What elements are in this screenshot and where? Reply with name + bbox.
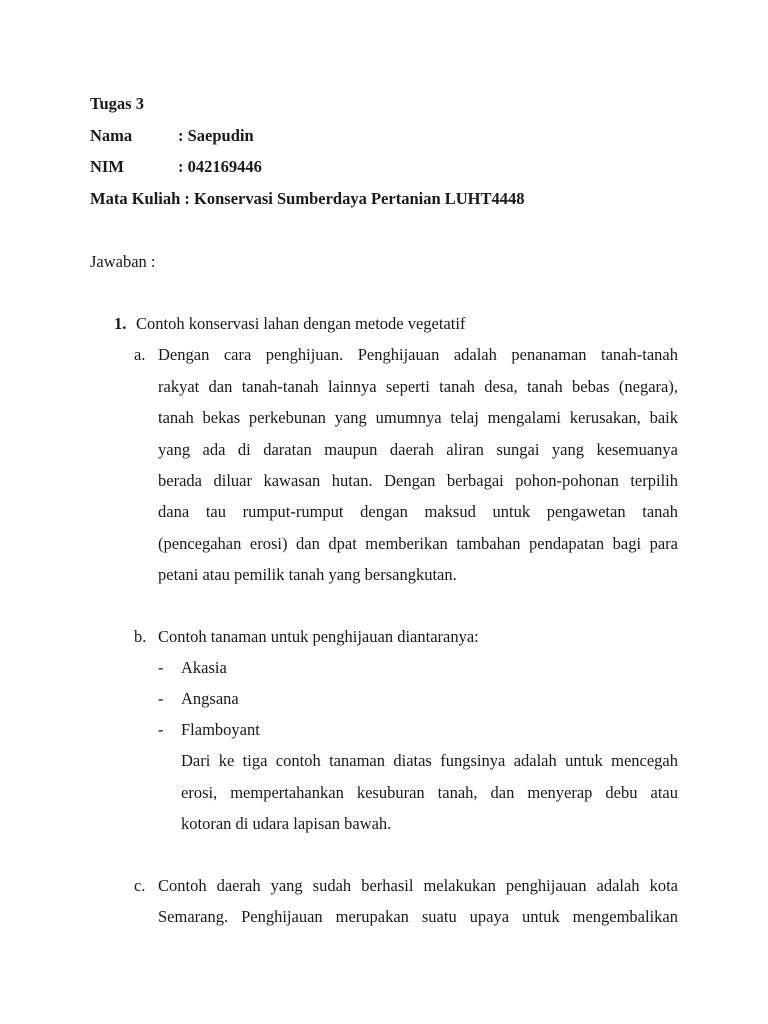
item-a-line: dana tau rumput-rumput dengan maksud untuk pengawetan tanah [158, 502, 678, 521]
item-b-note-line: erosi, mempertahankan kesuburan tanah, dan menyerap debu atau [181, 783, 678, 802]
item-a-line: berada diluar kawasan hutan. Dengan berbagai pohon-pohonan terpilih [158, 471, 678, 490]
item-c-marker: c. [134, 876, 146, 895]
bullet-dash: - [158, 658, 164, 677]
item-c-line: Semarang. Penghijauan merupakan suatu upaya untuk mengembalikan [158, 907, 678, 926]
question-title: Contoh konservasi lahan dengan metode vegetatif [136, 314, 466, 333]
mata-kuliah: Mata Kuliah : Konservasi Sumberdaya Pertanian LUHT4448 [90, 189, 525, 208]
nim-label: NIM [90, 157, 124, 176]
nama-value: : Saepudin [178, 126, 254, 145]
plant-item: Flamboyant [181, 720, 260, 739]
bullet-dash: - [158, 689, 164, 708]
plant-item: Akasia [181, 658, 227, 677]
item-b-marker: b. [134, 627, 147, 646]
nama-label: Nama [90, 126, 133, 145]
question-number: 1. [114, 314, 127, 333]
item-c-line: Contoh daerah yang sudah berhasil melakukan penghijauan adalah kota [158, 876, 678, 895]
item-b-intro: Contoh tanaman untuk penghijauan diantaranya: [158, 627, 479, 646]
item-a-line: yang ada di daratan maupun daerah aliran sungai yang kesemuanya [158, 440, 678, 459]
item-a-line: petani atau pemilik tanah yang bersangkutan. [158, 565, 457, 584]
item-b-note-line: Dari ke tiga contoh tanaman diatas fungsinya adalah untuk mencegah [181, 751, 678, 770]
bullet-dash: - [158, 720, 164, 739]
assignment-title: Tugas 3 [90, 94, 144, 113]
item-a-line: Dengan cara penghijuan. Penghijauan adalah penanaman tanah-tanah [158, 345, 678, 364]
item-b-note-line: kotoran di udara lapisan bawah. [181, 814, 392, 833]
item-a-marker: a. [134, 345, 146, 364]
item-a-line: rakyat dan tanah-tanah lainnya seperti tanah desa, tanah bebas (negara), [158, 377, 678, 396]
plant-item: Angsana [181, 689, 239, 708]
item-a-line: tanah bekas perkebunan yang umumnya telaj mengalami kerusakan, baik [158, 408, 678, 427]
item-a-line: (pencegahan erosi) dan dpat memberikan tambahan pendapatan bagi para [158, 534, 678, 553]
nim-value: : 042169446 [178, 157, 262, 176]
jawaban-label: Jawaban : [90, 252, 156, 271]
